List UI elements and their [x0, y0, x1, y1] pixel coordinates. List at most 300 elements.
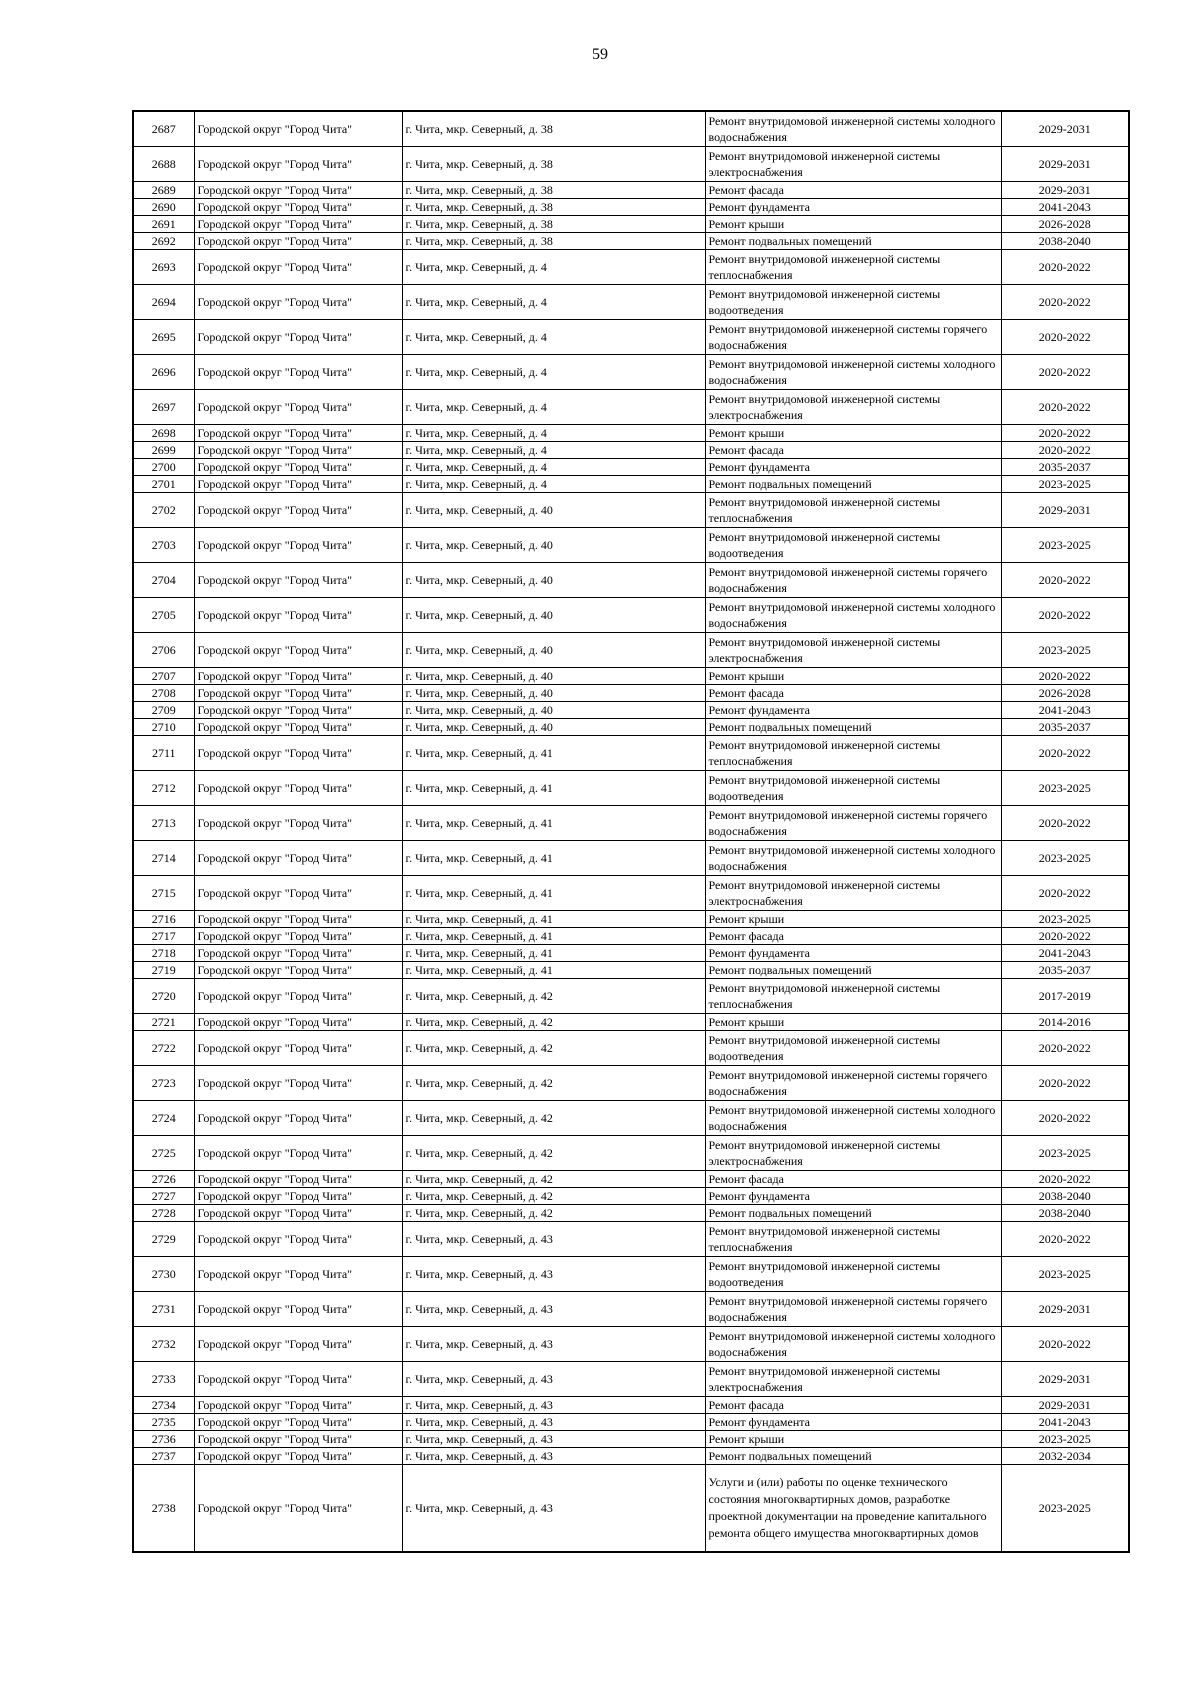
- municipality-cell: Городской округ "Город Чита": [194, 597, 402, 632]
- row-number-cell: 2728: [133, 1204, 194, 1221]
- table-row: [133, 840, 1129, 875]
- period-cell: 2020-2022: [1001, 1065, 1129, 1100]
- municipality-cell: Городской округ "Город Чита": [194, 1291, 402, 1326]
- period-cell: 2023-2025: [1001, 1256, 1129, 1291]
- municipality-cell: Городской округ "Город Чита": [194, 1326, 402, 1361]
- municipality-cell: Городской округ "Город Чита": [194, 1013, 402, 1030]
- table-row: [133, 232, 1129, 249]
- row-number-cell: 2731: [133, 1291, 194, 1326]
- work-type-cell: Ремонт внутридомовой инженерной системы электроснабжения: [705, 632, 1001, 667]
- work-type-cell: Ремонт внутридомовой инженерной системы электроснабжения: [705, 146, 1001, 181]
- work-type-cell: Ремонт подвальных помещений: [705, 961, 1001, 978]
- address-cell: г. Чита, мкр. Северный, д. 43: [402, 1221, 705, 1256]
- period-cell: 2029-2031: [1001, 1291, 1129, 1326]
- work-type-cell: Ремонт внутридомовой инженерной системы холодного водоснабжения: [705, 111, 1001, 146]
- table-row: [133, 927, 1129, 944]
- work-type-cell: Ремонт внутридомовой инженерной системы электроснабжения: [705, 389, 1001, 424]
- address-cell: г. Чита, мкр. Северный, д. 38: [402, 111, 705, 146]
- row-number-cell: 2708: [133, 684, 194, 701]
- table-row: [133, 424, 1129, 441]
- municipality-cell: Городской округ "Город Чита": [194, 1430, 402, 1447]
- work-type-cell: Ремонт крыши: [705, 1013, 1001, 1030]
- period-cell: 2014-2016: [1001, 1013, 1129, 1030]
- municipality-cell: Городской округ "Город Чита": [194, 875, 402, 910]
- work-type-cell: Ремонт внутридомовой инженерной системы теплоснабжения: [705, 735, 1001, 770]
- work-type-cell: Ремонт внутридомовой инженерной системы водоотведения: [705, 1030, 1001, 1065]
- table-row: [133, 961, 1129, 978]
- row-number-cell: 2687: [133, 111, 194, 146]
- row-number-cell: 2727: [133, 1187, 194, 1204]
- table-row: [133, 1447, 1129, 1464]
- work-type-cell: Ремонт подвальных помещений: [705, 1447, 1001, 1464]
- address-cell: г. Чита, мкр. Северный, д. 40: [402, 667, 705, 684]
- period-cell: 2020-2022: [1001, 1100, 1129, 1135]
- work-type-cell: Ремонт фасада: [705, 1170, 1001, 1187]
- municipality-cell: Городской округ "Город Чита": [194, 1221, 402, 1256]
- municipality-cell: Городской округ "Город Чита": [194, 1187, 402, 1204]
- address-cell: г. Чита, мкр. Северный, д. 40: [402, 632, 705, 667]
- row-number-cell: 2705: [133, 597, 194, 632]
- table-row: [133, 684, 1129, 701]
- period-cell: 2032-2034: [1001, 1447, 1129, 1464]
- municipality-cell: Городской округ "Город Чита": [194, 718, 402, 735]
- row-number-cell: 2702: [133, 492, 194, 527]
- municipality-cell: Городской округ "Город Чита": [194, 354, 402, 389]
- row-number-cell: 2694: [133, 284, 194, 319]
- period-cell: 2017-2019: [1001, 978, 1129, 1013]
- address-cell: г. Чита, мкр. Северный, д. 42: [402, 1187, 705, 1204]
- table-row: [133, 284, 1129, 319]
- table-row: [133, 1396, 1129, 1413]
- table-row: [133, 389, 1129, 424]
- address-cell: г. Чита, мкр. Северный, д. 4: [402, 458, 705, 475]
- address-cell: г. Чита, мкр. Северный, д. 42: [402, 1013, 705, 1030]
- address-cell: г. Чита, мкр. Северный, д. 43: [402, 1361, 705, 1396]
- table-row: [133, 597, 1129, 632]
- work-type-cell: Ремонт фасада: [705, 684, 1001, 701]
- row-number-cell: 2713: [133, 805, 194, 840]
- address-cell: г. Чита, мкр. Северный, д. 42: [402, 978, 705, 1013]
- row-number-cell: 2704: [133, 562, 194, 597]
- work-type-cell: Ремонт внутридомовой инженерной системы холодного водоснабжения: [705, 1100, 1001, 1135]
- table-row: [133, 1187, 1129, 1204]
- row-number-cell: 2716: [133, 910, 194, 927]
- period-cell: 2041-2043: [1001, 1413, 1129, 1430]
- work-type-cell: Ремонт подвальных помещений: [705, 475, 1001, 492]
- work-type-cell: Ремонт внутридомовой инженерной системы водоотведения: [705, 527, 1001, 562]
- table-row: [133, 1326, 1129, 1361]
- municipality-cell: Городской округ "Город Чита": [194, 562, 402, 597]
- table-row: [133, 1170, 1129, 1187]
- municipality-cell: Городской округ "Город Чита": [194, 1135, 402, 1170]
- address-cell: г. Чита, мкр. Северный, д. 4: [402, 319, 705, 354]
- municipality-cell: Городской округ "Город Чита": [194, 1065, 402, 1100]
- period-cell: 2038-2040: [1001, 1187, 1129, 1204]
- row-number-cell: 2721: [133, 1013, 194, 1030]
- table-row: [133, 701, 1129, 718]
- period-cell: 2023-2025: [1001, 475, 1129, 492]
- work-type-cell: Ремонт внутридомовой инженерной системы водоотведения: [705, 770, 1001, 805]
- work-type-cell: Ремонт внутридомовой инженерной системы горячего водоснабжения: [705, 562, 1001, 597]
- row-number-cell: 2703: [133, 527, 194, 562]
- address-cell: г. Чита, мкр. Северный, д. 41: [402, 840, 705, 875]
- address-cell: г. Чита, мкр. Северный, д. 43: [402, 1256, 705, 1291]
- table-row: [133, 1204, 1129, 1221]
- municipality-cell: Городской округ "Город Чита": [194, 978, 402, 1013]
- address-cell: г. Чита, мкр. Северный, д. 41: [402, 805, 705, 840]
- municipality-cell: Городской округ "Город Чита": [194, 805, 402, 840]
- work-type-cell: Ремонт внутридомовой инженерной системы электроснабжения: [705, 875, 1001, 910]
- address-cell: г. Чита, мкр. Северный, д. 42: [402, 1030, 705, 1065]
- address-cell: г. Чита, мкр. Северный, д. 40: [402, 597, 705, 632]
- address-cell: г. Чита, мкр. Северный, д. 38: [402, 146, 705, 181]
- row-number-cell: 2725: [133, 1135, 194, 1170]
- address-cell: г. Чита, мкр. Северный, д. 40: [402, 562, 705, 597]
- municipality-cell: Городской округ "Город Чита": [194, 1256, 402, 1291]
- table-row: [133, 1135, 1129, 1170]
- municipality-cell: Городской округ "Город Чита": [194, 389, 402, 424]
- period-cell: 2029-2031: [1001, 1396, 1129, 1413]
- municipality-cell: Городской округ "Город Чита": [194, 927, 402, 944]
- address-cell: г. Чита, мкр. Северный, д. 40: [402, 718, 705, 735]
- municipality-cell: Городской округ "Город Чита": [194, 944, 402, 961]
- table-body: [133, 111, 1129, 1552]
- table-row: [133, 875, 1129, 910]
- row-number-cell: 2689: [133, 181, 194, 198]
- row-number-cell: 2711: [133, 735, 194, 770]
- municipality-cell: Городской округ "Город Чита": [194, 284, 402, 319]
- address-cell: г. Чита, мкр. Северный, д. 43: [402, 1430, 705, 1447]
- address-cell: г. Чита, мкр. Северный, д. 43: [402, 1396, 705, 1413]
- period-cell: 2038-2040: [1001, 1204, 1129, 1221]
- row-number-cell: 2688: [133, 146, 194, 181]
- period-cell: 2035-2037: [1001, 458, 1129, 475]
- municipality-cell: Городской округ "Город Чита": [194, 181, 402, 198]
- row-number-cell: 2729: [133, 1221, 194, 1256]
- period-cell: 2020-2022: [1001, 735, 1129, 770]
- municipality-cell: Городской округ "Город Чита": [194, 1100, 402, 1135]
- row-number-cell: 2732: [133, 1326, 194, 1361]
- address-cell: г. Чита, мкр. Северный, д. 40: [402, 701, 705, 718]
- municipality-cell: Городской округ "Город Чита": [194, 1204, 402, 1221]
- table-row: [133, 632, 1129, 667]
- municipality-cell: Городской округ "Город Чита": [194, 667, 402, 684]
- work-type-cell: Ремонт внутридомовой инженерной системы теплоснабжения: [705, 249, 1001, 284]
- address-cell: г. Чита, мкр. Северный, д. 42: [402, 1170, 705, 1187]
- work-type-cell: Ремонт внутридомовой инженерной системы теплоснабжения: [705, 1221, 1001, 1256]
- work-type-cell: Ремонт подвальных помещений: [705, 718, 1001, 735]
- table-row: [133, 944, 1129, 961]
- table-row: [133, 111, 1129, 146]
- work-type-cell: Ремонт внутридомовой инженерной системы водоотведения: [705, 284, 1001, 319]
- address-cell: г. Чита, мкр. Северный, д. 43: [402, 1447, 705, 1464]
- period-cell: 2023-2025: [1001, 910, 1129, 927]
- table-row: [133, 475, 1129, 492]
- row-number-cell: 2737: [133, 1447, 194, 1464]
- work-type-cell: Ремонт крыши: [705, 1430, 1001, 1447]
- period-cell: 2023-2025: [1001, 527, 1129, 562]
- address-cell: г. Чита, мкр. Северный, д. 41: [402, 735, 705, 770]
- work-type-cell: Ремонт фундамента: [705, 1413, 1001, 1430]
- work-type-cell: Ремонт внутридомовой инженерной системы теплоснабжения: [705, 492, 1001, 527]
- period-cell: 2020-2022: [1001, 805, 1129, 840]
- table-row: [133, 1030, 1129, 1065]
- table-row: [133, 770, 1129, 805]
- municipality-cell: Городской округ "Город Чита": [194, 770, 402, 805]
- table-row: [133, 1256, 1129, 1291]
- row-number-cell: 2730: [133, 1256, 194, 1291]
- row-number-cell: 2712: [133, 770, 194, 805]
- row-number-cell: 2738: [133, 1464, 194, 1552]
- table-row: [133, 1361, 1129, 1396]
- table-row: [133, 910, 1129, 927]
- period-cell: 2041-2043: [1001, 198, 1129, 215]
- table-row: [133, 1413, 1129, 1430]
- address-cell: г. Чита, мкр. Северный, д. 4: [402, 441, 705, 458]
- address-cell: г. Чита, мкр. Северный, д. 41: [402, 927, 705, 944]
- work-type-cell: Ремонт внутридомовой инженерной системы холодного водоснабжения: [705, 354, 1001, 389]
- row-number-cell: 2701: [133, 475, 194, 492]
- work-type-cell: Ремонт внутридомовой инженерной системы водоотведения: [705, 1256, 1001, 1291]
- address-cell: г. Чита, мкр. Северный, д. 40: [402, 492, 705, 527]
- period-cell: 2023-2025: [1001, 632, 1129, 667]
- address-cell: г. Чита, мкр. Северный, д. 4: [402, 475, 705, 492]
- address-cell: г. Чита, мкр. Северный, д. 40: [402, 684, 705, 701]
- period-cell: 2020-2022: [1001, 354, 1129, 389]
- municipality-cell: Городской округ "Город Чита": [194, 735, 402, 770]
- work-type-cell: Ремонт внутридомовой инженерной системы электроснабжения: [705, 1135, 1001, 1170]
- address-cell: г. Чита, мкр. Северный, д. 4: [402, 424, 705, 441]
- municipality-cell: Городской округ "Город Чита": [194, 1361, 402, 1396]
- municipality-cell: Городской округ "Город Чита": [194, 1447, 402, 1464]
- period-cell: 2020-2022: [1001, 1326, 1129, 1361]
- municipality-cell: Городской округ "Город Чита": [194, 475, 402, 492]
- period-cell: 2035-2037: [1001, 961, 1129, 978]
- address-cell: г. Чита, мкр. Северный, д. 42: [402, 1135, 705, 1170]
- municipality-cell: Городской округ "Город Чита": [194, 111, 402, 146]
- address-cell: г. Чита, мкр. Северный, д. 43: [402, 1464, 705, 1552]
- work-type-cell: Услуги и (или) работы по оценке технического состояния многоквартирных домов, разработке проектной документации на проведение капитального ремонта общего имущества многоквартирных домов: [705, 1464, 1001, 1552]
- address-cell: г. Чита, мкр. Северный, д. 41: [402, 770, 705, 805]
- address-cell: г. Чита, мкр. Северный, д. 41: [402, 944, 705, 961]
- municipality-cell: Городской округ "Город Чита": [194, 424, 402, 441]
- address-cell: г. Чита, мкр. Северный, д. 4: [402, 354, 705, 389]
- row-number-cell: 2710: [133, 718, 194, 735]
- address-cell: г. Чита, мкр. Северный, д. 41: [402, 910, 705, 927]
- row-number-cell: 2722: [133, 1030, 194, 1065]
- row-number-cell: 2706: [133, 632, 194, 667]
- period-cell: 2029-2031: [1001, 181, 1129, 198]
- table-row: [133, 1221, 1129, 1256]
- period-cell: 2026-2028: [1001, 684, 1129, 701]
- row-number-cell: 2698: [133, 424, 194, 441]
- municipality-cell: Городской округ "Город Чита": [194, 215, 402, 232]
- municipality-cell: Городской округ "Город Чита": [194, 492, 402, 527]
- table-row: [133, 198, 1129, 215]
- period-cell: 2020-2022: [1001, 1221, 1129, 1256]
- period-cell: 2023-2025: [1001, 1135, 1129, 1170]
- work-type-cell: Ремонт фундамента: [705, 458, 1001, 475]
- work-type-cell: Ремонт крыши: [705, 424, 1001, 441]
- work-type-cell: Ремонт внутридомовой инженерной системы горячего водоснабжения: [705, 805, 1001, 840]
- work-type-cell: Ремонт крыши: [705, 215, 1001, 232]
- work-type-cell: Ремонт фундамента: [705, 701, 1001, 718]
- period-cell: 2020-2022: [1001, 667, 1129, 684]
- row-number-cell: 2724: [133, 1100, 194, 1135]
- row-number-cell: 2723: [133, 1065, 194, 1100]
- period-cell: 2023-2025: [1001, 1464, 1129, 1552]
- table-row: [133, 1100, 1129, 1135]
- period-cell: 2023-2025: [1001, 770, 1129, 805]
- municipality-cell: Городской округ "Город Чита": [194, 198, 402, 215]
- row-number-cell: 2736: [133, 1430, 194, 1447]
- table-row: [133, 1013, 1129, 1030]
- period-cell: 2029-2031: [1001, 492, 1129, 527]
- row-number-cell: 2697: [133, 389, 194, 424]
- period-cell: 2020-2022: [1001, 319, 1129, 354]
- row-number-cell: 2692: [133, 232, 194, 249]
- work-type-cell: Ремонт фасада: [705, 441, 1001, 458]
- work-type-cell: Ремонт внутридомовой инженерной системы холодного водоснабжения: [705, 1326, 1001, 1361]
- table-row: [133, 249, 1129, 284]
- work-type-cell: Ремонт фундамента: [705, 1187, 1001, 1204]
- address-cell: г. Чита, мкр. Северный, д. 43: [402, 1413, 705, 1430]
- table-row: [133, 354, 1129, 389]
- table-row: [133, 319, 1129, 354]
- period-cell: 2020-2022: [1001, 284, 1129, 319]
- municipality-cell: Городской округ "Город Чита": [194, 146, 402, 181]
- table-row: [133, 146, 1129, 181]
- work-type-cell: Ремонт внутридомовой инженерной системы электроснабжения: [705, 1361, 1001, 1396]
- work-type-cell: Ремонт фасада: [705, 927, 1001, 944]
- work-type-cell: Ремонт внутридомовой инженерной системы горячего водоснабжения: [705, 1065, 1001, 1100]
- row-number-cell: 2735: [133, 1413, 194, 1430]
- municipality-cell: Городской округ "Город Чита": [194, 961, 402, 978]
- work-type-cell: Ремонт крыши: [705, 667, 1001, 684]
- period-cell: 2029-2031: [1001, 1361, 1129, 1396]
- row-number-cell: 2709: [133, 701, 194, 718]
- address-cell: г. Чита, мкр. Северный, д. 4: [402, 284, 705, 319]
- municipality-cell: Городской округ "Город Чита": [194, 840, 402, 875]
- period-cell: 2020-2022: [1001, 597, 1129, 632]
- municipality-cell: Городской округ "Город Чита": [194, 527, 402, 562]
- table-row: [133, 215, 1129, 232]
- address-cell: г. Чита, мкр. Северный, д. 38: [402, 232, 705, 249]
- table-row: [133, 458, 1129, 475]
- row-number-cell: 2720: [133, 978, 194, 1013]
- address-cell: г. Чита, мкр. Северный, д. 38: [402, 198, 705, 215]
- address-cell: г. Чита, мкр. Северный, д. 38: [402, 181, 705, 198]
- period-cell: 2041-2043: [1001, 701, 1129, 718]
- table-row: [133, 527, 1129, 562]
- table-row: [133, 1464, 1129, 1552]
- municipality-cell: Городской округ "Город Чита": [194, 1464, 402, 1552]
- period-cell: 2020-2022: [1001, 1170, 1129, 1187]
- address-cell: г. Чита, мкр. Северный, д. 4: [402, 249, 705, 284]
- table-row: [133, 492, 1129, 527]
- period-cell: 2020-2022: [1001, 927, 1129, 944]
- municipality-cell: Городской округ "Город Чита": [194, 632, 402, 667]
- row-number-cell: 2690: [133, 198, 194, 215]
- period-cell: 2041-2043: [1001, 944, 1129, 961]
- work-type-cell: Ремонт крыши: [705, 910, 1001, 927]
- municipality-cell: Городской округ "Город Чита": [194, 684, 402, 701]
- municipality-cell: Городской округ "Город Чита": [194, 319, 402, 354]
- table-row: [133, 562, 1129, 597]
- address-cell: г. Чита, мкр. Северный, д. 43: [402, 1291, 705, 1326]
- table-row: [133, 441, 1129, 458]
- work-type-cell: Ремонт внутридомовой инженерной системы холодного водоснабжения: [705, 840, 1001, 875]
- row-number-cell: 2717: [133, 927, 194, 944]
- work-type-cell: Ремонт фундамента: [705, 198, 1001, 215]
- address-cell: г. Чита, мкр. Северный, д. 40: [402, 527, 705, 562]
- municipality-cell: Городской округ "Город Чита": [194, 1396, 402, 1413]
- work-type-cell: Ремонт фундамента: [705, 944, 1001, 961]
- period-cell: 2029-2031: [1001, 146, 1129, 181]
- row-number-cell: 2726: [133, 1170, 194, 1187]
- table-row: [133, 1291, 1129, 1326]
- period-cell: 2029-2031: [1001, 111, 1129, 146]
- period-cell: 2020-2022: [1001, 875, 1129, 910]
- table-row: [133, 735, 1129, 770]
- address-cell: г. Чита, мкр. Северный, д. 42: [402, 1100, 705, 1135]
- table-row: [133, 805, 1129, 840]
- municipality-cell: Городской округ "Город Чита": [194, 458, 402, 475]
- row-number-cell: 2718: [133, 944, 194, 961]
- page-number: 59: [592, 46, 608, 63]
- period-cell: 2035-2037: [1001, 718, 1129, 735]
- work-type-cell: Ремонт подвальных помещений: [705, 232, 1001, 249]
- table-row: [133, 1065, 1129, 1100]
- period-cell: 2020-2022: [1001, 1030, 1129, 1065]
- work-type-cell: Ремонт внутридомовой инженерной системы холодного водоснабжения: [705, 597, 1001, 632]
- municipality-cell: Городской округ "Город Чита": [194, 232, 402, 249]
- repair-schedule-table: [132, 110, 1130, 1553]
- row-number-cell: 2715: [133, 875, 194, 910]
- row-number-cell: 2719: [133, 961, 194, 978]
- row-number-cell: 2696: [133, 354, 194, 389]
- municipality-cell: Городской округ "Город Чита": [194, 910, 402, 927]
- period-cell: 2020-2022: [1001, 441, 1129, 458]
- work-type-cell: Ремонт внутридомовой инженерной системы горячего водоснабжения: [705, 319, 1001, 354]
- period-cell: 2020-2022: [1001, 249, 1129, 284]
- row-number-cell: 2707: [133, 667, 194, 684]
- row-number-cell: 2733: [133, 1361, 194, 1396]
- row-number-cell: 2700: [133, 458, 194, 475]
- address-cell: г. Чита, мкр. Северный, д. 4: [402, 389, 705, 424]
- municipality-cell: Городской округ "Город Чита": [194, 1413, 402, 1430]
- row-number-cell: 2693: [133, 249, 194, 284]
- work-type-cell: Ремонт внутридомовой инженерной системы теплоснабжения: [705, 978, 1001, 1013]
- row-number-cell: 2699: [133, 441, 194, 458]
- work-type-cell: Ремонт подвальных помещений: [705, 1204, 1001, 1221]
- row-number-cell: 2691: [133, 215, 194, 232]
- municipality-cell: Городской округ "Город Чита": [194, 1170, 402, 1187]
- period-cell: 2020-2022: [1001, 389, 1129, 424]
- work-type-cell: Ремонт внутридомовой инженерной системы горячего водоснабжения: [705, 1291, 1001, 1326]
- municipality-cell: Городской округ "Город Чита": [194, 441, 402, 458]
- address-cell: г. Чита, мкр. Северный, д. 43: [402, 1326, 705, 1361]
- row-number-cell: 2734: [133, 1396, 194, 1413]
- row-number-cell: 2714: [133, 840, 194, 875]
- period-cell: 2026-2028: [1001, 215, 1129, 232]
- period-cell: 2038-2040: [1001, 232, 1129, 249]
- municipality-cell: Городской округ "Город Чита": [194, 249, 402, 284]
- row-number-cell: 2695: [133, 319, 194, 354]
- address-cell: г. Чита, мкр. Северный, д. 42: [402, 1204, 705, 1221]
- table-row: [133, 181, 1129, 198]
- table-row: [133, 1430, 1129, 1447]
